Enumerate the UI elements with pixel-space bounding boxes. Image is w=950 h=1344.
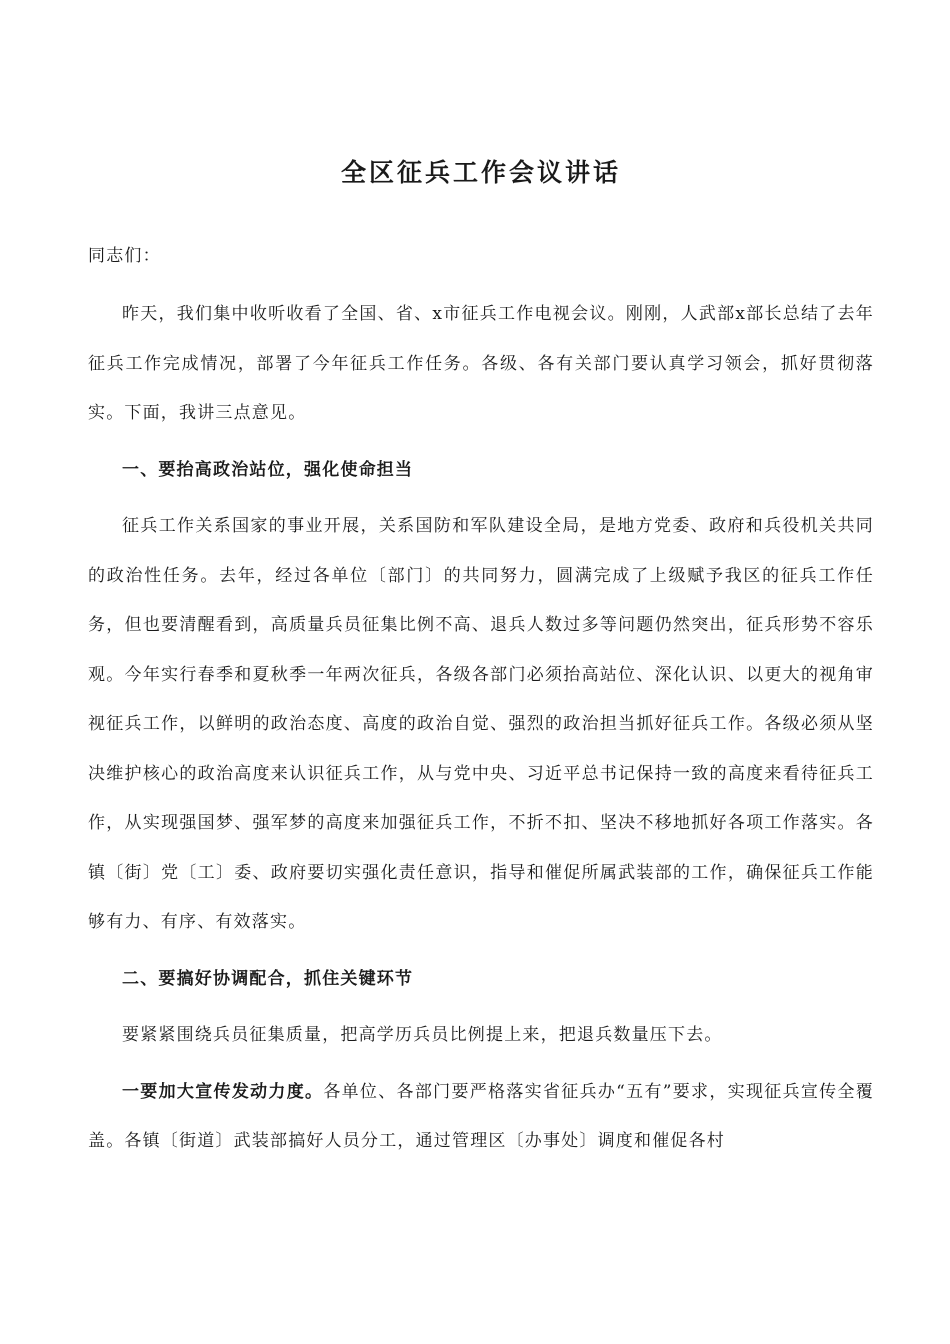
document-title: 全区征兵工作会议讲话 [340,158,621,187]
point-1-lead: 一要加大宣传发动力度。 [122,1081,324,1102]
point-1-text: 各单位、各部门要严格落实省征兵办“五有”要求，实现征兵宣传全覆盖。各镇〔街道〕武装部搞好人员分工，通过管理区〔办事处〕调度和催促各村 [88,1081,874,1151]
document-body [88,290,874,1174]
section-heading-2: 二、要搞好协调配合，抓住关键环节 [122,968,414,989]
salutation: 同志们： [88,246,161,266]
section-heading-1: 一、要抬高政治站位，强化使命担当 [122,459,414,480]
section-1-paragraph: 征兵工作关系国家的事业开展，关系国防和军队建设全局，是地方党委、政府和兵役机关共同的政治性任务。去年，经过各单位〔部门〕的共同努力，圆满完成了上级赋予我区的征兵工作任务，但也要清醒看到，高质量兵员征集比例不高、退兵人数过多等问题仍然突出，征兵形势不容乐观。今年实行春季和夏秋季一年两次征兵，各级各部门必须抬高站位、深化认识、以更大的视角审视征兵工作，以鲜明的政治态度、高度的政治自觉、强烈的政治担当抓好征兵工作。各级必须从坚决维护核心的政治高度来认识征兵工作，从与党中央、习近平总书记保持一致的高度来看待征兵工作，从实现强国梦、强军梦的高度来加强征兵工作，不折不扣、坚决不移地抓好各项工作落实。各镇〔街〕党〔工〕委、政府要切实强化责任意识，指导和催促所属武装部的工作，确保征兵工作能够有力、有序、有效落实。 [88,516,874,932]
section-2-point-1 [88,1068,874,1167]
section-2-paragraph: 要紧紧围绕兵员征集质量，把高学历兵员比例提上来，把退兵数量压下去。 [122,1025,723,1045]
intro-paragraph: 昨天，我们集中收听收看了全国、省、x市征兵工作电视会议。刚刚，人武部x部长总结了去年征兵工作完成情况，部署了今年征兵工作任务。各级、各有关部门要认真学习领会，抓好贯彻落实。下面，我讲三点意见。 [88,304,874,423]
